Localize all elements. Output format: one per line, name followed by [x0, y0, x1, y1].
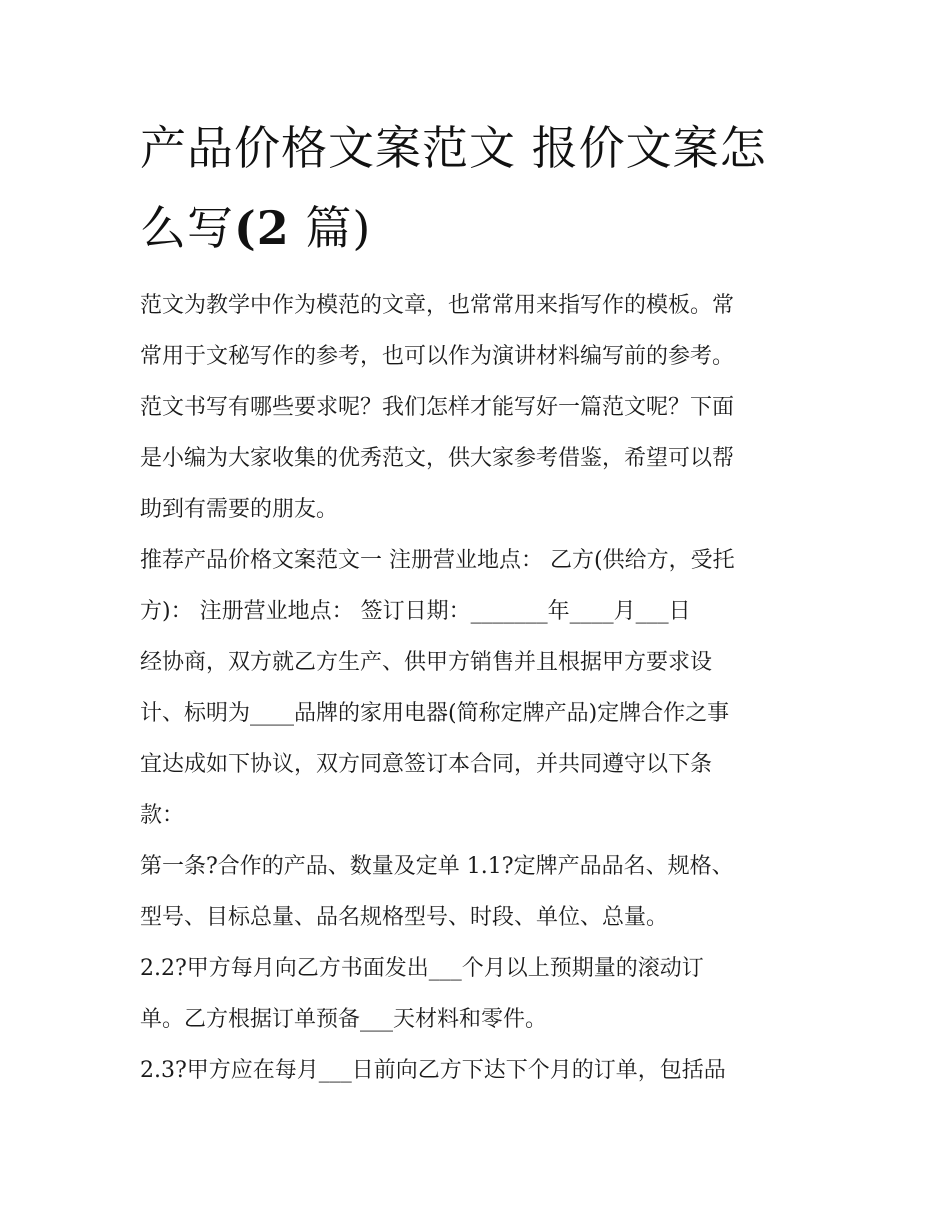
body-line: 计、标明为____品牌的家用电器(简称定牌产品)定牌合作之事	[140, 701, 730, 726]
body-line: 推荐产品价格文案范文一 注册营业地点： 乙方(供给方，受托	[140, 548, 735, 573]
body-line: 款：	[140, 803, 185, 828]
body-line: 是小编为大家收集的优秀范文，供大家参考借鉴，希望可以帮	[140, 446, 735, 471]
body-line: 范文为教学中作为模范的文章，也常常用来指写作的模板。常	[140, 293, 735, 318]
body-line: 范文书写有哪些要求呢？我们怎样才能写好一篇范文呢？下面	[140, 395, 735, 420]
body-line: 宜达成如下协议，双方同意签订本合同，并共同遵守以下条	[140, 752, 713, 777]
body-line: 2.2?甲方每月向乙方书面发出___个月以上预期量的滚动订	[140, 956, 704, 981]
title-line-2-count: (2	[234, 201, 290, 255]
title-line-2-prefix: 么写	[140, 201, 234, 255]
body-line: 单。乙方根据订单预备___天材料和零件。	[140, 1007, 548, 1032]
body-line: 方)： 注册营业地点： 签订日期：_______年____月___日	[140, 599, 691, 624]
title-line-2-suffix: 篇)	[289, 201, 372, 255]
body-line: 2.3?甲方应在每月___日前向乙方下达下个月的订单，包括品	[140, 1058, 726, 1083]
body-line: 型号、目标总量、品名规格型号、时段、单位、总量。	[140, 905, 669, 930]
title-line-1: 产品价格文案范文 报价文案怎	[140, 121, 767, 175]
body-line: 经协商，双方就乙方生产、供甲方销售并且根据甲方要求设	[140, 650, 713, 675]
document-body	[140, 280, 820, 1096]
body-line: 常用于文秘写作的参考，也可以作为演讲材料编写前的参考。	[140, 344, 735, 369]
body-line: 第一条?合作的产品、数量及定单 1.1?定牌产品品名、规格、	[140, 854, 734, 879]
body-line: 助到有需要的朋友。	[140, 497, 339, 522]
document-title	[140, 108, 830, 268]
